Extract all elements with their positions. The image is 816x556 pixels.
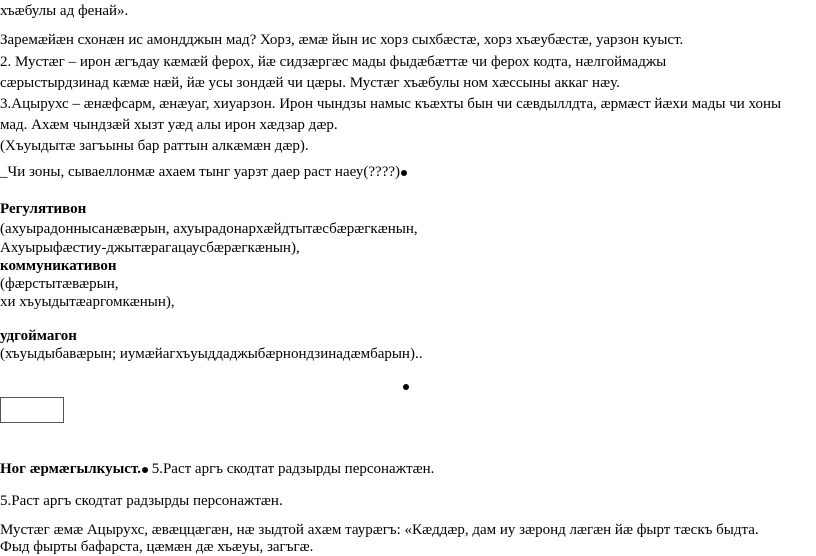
question-text: _Чи зоны, сываеллонмæ ахаем тынг уарзт даер раст наеу(????)	[0, 164, 401, 180]
text-line: хи хъуыдытæаргомкæнын),	[0, 294, 175, 310]
new-material-task: 5.Раст аргъ скодтат радзырды персонажтæн.	[147, 461, 435, 477]
bullet-icon	[401, 170, 407, 176]
text-line: сæрыстырдзинад кæмæ нæй, йæ усы зондæй чи цæры. Мустæг хъæбулы ном хæссыны аккаг нæу.	[0, 75, 620, 91]
section-heading: Регулятивон	[0, 201, 87, 217]
new-material-line	[0, 460, 434, 478]
bullet-icon	[403, 384, 409, 390]
text-line: (Хъуыдытæ загъыны бар раттын алкæмæн дæр).	[0, 138, 309, 154]
text-line: хъæбулы ад фенай».	[0, 3, 129, 19]
text-line: Заремæйæн схонæн ис амондджын мад? Хорз, æмæ йын ис хорз сыхбæстæ, хорз хъæубæстæ, уарзон куыст.	[0, 32, 684, 48]
question-line	[0, 163, 407, 181]
text-line: (ахуырадоннысанæвæрын, ахуырадонархæйдтытæсбæрæгкæнын,	[0, 221, 418, 237]
section-heading: коммуникативон	[0, 258, 117, 274]
text-line: (хъуыдыбавæрын; иумæйагхъуыддаджыбæрнондзинадæмбарын)..	[0, 346, 423, 362]
text-line: (фæрстытæвæрын,	[0, 276, 119, 292]
text-line: 3.Ацырухс – æнæфсарм, æнæуаг, хиуарзон. Ирон чындзы намыс къæхты бын чи сæвдыллдта, æрмæст йæхи мады чи хоны	[0, 96, 782, 112]
text-line: Мустæг æмæ Ацырухс, æвæццæгæн, нæ зыдтой ахæм таурæгъ: «Кæддæр, дам иу зæронд лæгæн йæ фырт тæскъ быдта.	[0, 522, 759, 538]
section-heading: удгоймагон	[0, 328, 77, 344]
empty-box	[0, 397, 64, 423]
text-line: 2. Мустæг – ирон æгъдау кæмæй ферох, йæ сидзæргæс мады фыдæбæттæ чи ферох кодта, нæлгоймаджы	[0, 54, 667, 70]
new-material-heading: Ног æрмæгылкуыст.	[0, 461, 141, 477]
text-line: Ахуырыфæстиу-джытæрагацаусбæрæгкæнын),	[0, 240, 300, 256]
text-line: Фыд фырты бафарста, цæмæн дæ хъæуы, загъгæ.	[0, 539, 314, 555]
text-line: мад. Ахæм чындзæй хызт уæд алы ирон хæдзар дæр.	[0, 117, 338, 133]
text-line: 5.Раст аргъ скодтат радзырды персонажтæн.	[0, 493, 283, 509]
